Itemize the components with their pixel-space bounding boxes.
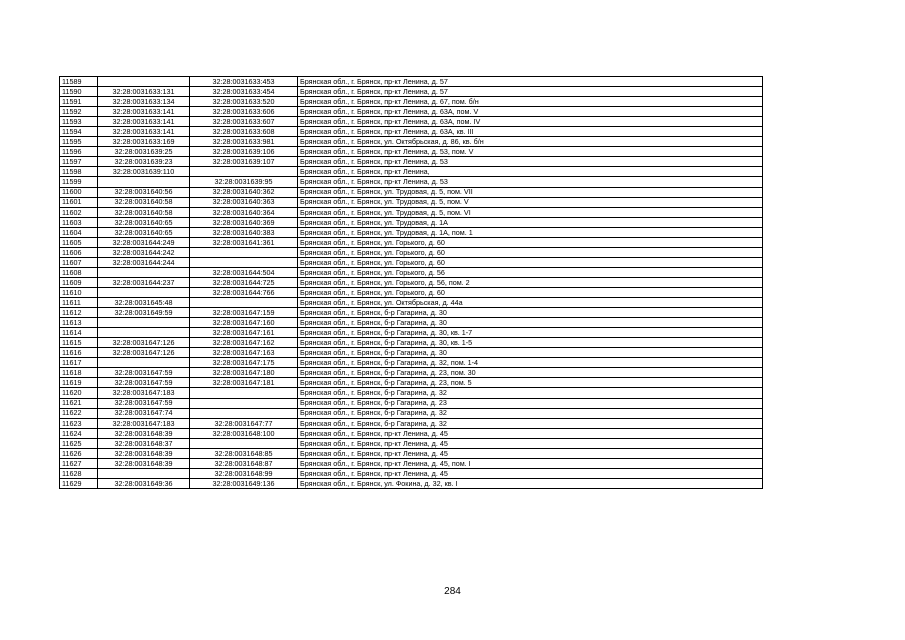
- table-row: [60, 257, 763, 267]
- row-number-cell: 11620: [60, 388, 98, 398]
- table-row: [60, 468, 763, 478]
- old-cadastral-number-cell: 32:28:0031647:59: [98, 378, 190, 388]
- new-cadastral-number-cell: 32:28:0031633:607: [190, 117, 298, 127]
- old-cadastral-number-cell: 32:28:0031647:59: [98, 398, 190, 408]
- address-cell: Брянская обл., г. Брянск, пр-кт Ленина, д. 63А, пом. IV: [298, 117, 763, 127]
- old-cadastral-number-cell: 32:28:0031633:131: [98, 87, 190, 97]
- table-row: [60, 227, 763, 237]
- old-cadastral-number-cell: [98, 267, 190, 277]
- new-cadastral-number-cell: 32:28:0031640:362: [190, 187, 298, 197]
- table-row: [60, 187, 763, 197]
- row-number-cell: 11617: [60, 358, 98, 368]
- row-number-cell: 11598: [60, 167, 98, 177]
- address-cell: Брянская обл., г. Брянск, б-р Гагарина, д. 30: [298, 348, 763, 358]
- address-cell: Брянская обл., г. Брянск, ул. Октябрьская, д. 44а: [298, 298, 763, 308]
- table-row: [60, 107, 763, 117]
- new-cadastral-number-cell: 32:28:0031647:160: [190, 318, 298, 328]
- table-row: [60, 308, 763, 318]
- address-cell: Брянская обл., г. Брянск, б-р Гагарина, д. 32: [298, 388, 763, 398]
- table-row: [60, 448, 763, 458]
- old-cadastral-number-cell: 32:28:0031633:169: [98, 137, 190, 147]
- address-cell: Брянская обл., г. Брянск, б-р Гагарина, д. 32, пом. 1-4: [298, 358, 763, 368]
- new-cadastral-number-cell: 32:28:0031647:161: [190, 328, 298, 338]
- address-cell: Брянская обл., г. Брянск, пр-кт Ленина, д. 67, пом. б/н: [298, 97, 763, 107]
- address-cell: Брянская обл., г. Брянск, б-р Гагарина, д. 23, пом. 5: [298, 378, 763, 388]
- row-number-cell: 11600: [60, 187, 98, 197]
- table-row: [60, 117, 763, 127]
- old-cadastral-number-cell: [98, 77, 190, 87]
- row-number-cell: 11602: [60, 207, 98, 217]
- address-cell: Брянская обл., г. Брянск, ул. Трудовая, д. 1А: [298, 217, 763, 227]
- table-row: [60, 408, 763, 418]
- new-cadastral-number-cell: 32:28:0031633:454: [190, 87, 298, 97]
- old-cadastral-number-cell: 32:28:0031647:126: [98, 348, 190, 358]
- address-cell: Брянская обл., г. Брянск, пр-кт Ленина, д. 45: [298, 468, 763, 478]
- address-cell: Брянская обл., г. Брянск, пр-кт Ленина, д. 45: [298, 448, 763, 458]
- table-row: [60, 277, 763, 287]
- address-cell: Брянская обл., г. Брянск, пр-кт Ленина, д. 57: [298, 87, 763, 97]
- row-number-cell: 11592: [60, 107, 98, 117]
- address-cell: Брянская обл., г. Брянск, ул. Фокина, д. 32, кв. I: [298, 478, 763, 488]
- address-cell: Брянская обл., г. Брянск, пр-кт Ленина, д. 63А, кв. III: [298, 127, 763, 137]
- table-row: [60, 127, 763, 137]
- address-cell: Брянская обл., г. Брянск, б-р Гагарина, д. 30, кв. 1-7: [298, 328, 763, 338]
- table-row: [60, 428, 763, 438]
- old-cadastral-number-cell: [98, 358, 190, 368]
- address-cell: Брянская обл., г. Брянск, б-р Гагарина, д. 23: [298, 398, 763, 408]
- row-number-cell: 11608: [60, 267, 98, 277]
- old-cadastral-number-cell: 32:28:0031644:237: [98, 277, 190, 287]
- address-cell: Брянская обл., г. Брянск, ул. Горького, д. 60: [298, 237, 763, 247]
- old-cadastral-number-cell: 32:28:0031647:183: [98, 418, 190, 428]
- new-cadastral-number-cell: 32:28:0031644:504: [190, 267, 298, 277]
- old-cadastral-number-cell: 32:28:0031648:39: [98, 448, 190, 458]
- table-row: [60, 207, 763, 217]
- table-row: [60, 97, 763, 107]
- new-cadastral-number-cell: 32:28:0031647:180: [190, 368, 298, 378]
- address-cell: Брянская обл., г. Брянск, пр-кт Ленина, д. 53, пом. V: [298, 147, 763, 157]
- new-cadastral-number-cell: [190, 438, 298, 448]
- old-cadastral-number-cell: 32:28:0031633:141: [98, 127, 190, 137]
- address-cell: Брянская обл., г. Брянск, б-р Гагарина, д. 30, кв. 1-5: [298, 338, 763, 348]
- table-row: [60, 77, 763, 87]
- old-cadastral-number-cell: [98, 177, 190, 187]
- new-cadastral-number-cell: [190, 257, 298, 267]
- row-number-cell: 11607: [60, 257, 98, 267]
- old-cadastral-number-cell: [98, 328, 190, 338]
- old-cadastral-number-cell: 32:28:0031640:65: [98, 217, 190, 227]
- table-row: [60, 318, 763, 328]
- old-cadastral-number-cell: [98, 318, 190, 328]
- table-row: [60, 388, 763, 398]
- row-number-cell: 11589: [60, 77, 98, 87]
- old-cadastral-number-cell: 32:28:0031633:134: [98, 97, 190, 107]
- row-number-cell: 11590: [60, 87, 98, 97]
- new-cadastral-number-cell: 32:28:0031648:87: [190, 458, 298, 468]
- address-cell: Брянская обл., г. Брянск, пр-кт Ленина, д. 45, пом. I: [298, 458, 763, 468]
- new-cadastral-number-cell: 32:28:0031649:136: [190, 478, 298, 488]
- old-cadastral-number-cell: 32:28:0031644:249: [98, 237, 190, 247]
- new-cadastral-number-cell: 32:28:0031641:361: [190, 237, 298, 247]
- table-row: [60, 147, 763, 157]
- table-row: [60, 287, 763, 297]
- old-cadastral-number-cell: 32:28:0031640:56: [98, 187, 190, 197]
- old-cadastral-number-cell: 32:28:0031644:242: [98, 247, 190, 257]
- table-row: [60, 438, 763, 448]
- address-cell: Брянская обл., г. Брянск, пр-кт Ленина, д. 63А, пом. V: [298, 107, 763, 117]
- row-number-cell: 11610: [60, 287, 98, 297]
- address-cell: Брянская обл., г. Брянск, ул. Октябрьская, д. 86, кв. б/н: [298, 137, 763, 147]
- row-number-cell: 11606: [60, 247, 98, 257]
- new-cadastral-number-cell: 32:28:0031648:99: [190, 468, 298, 478]
- row-number-cell: 11614: [60, 328, 98, 338]
- new-cadastral-number-cell: 32:28:0031647:175: [190, 358, 298, 368]
- row-number-cell: 11615: [60, 338, 98, 348]
- row-number-cell: 11619: [60, 378, 98, 388]
- row-number-cell: 11625: [60, 438, 98, 448]
- row-number-cell: 11604: [60, 227, 98, 237]
- row-number-cell: 11611: [60, 298, 98, 308]
- table-row: [60, 177, 763, 187]
- address-cell: Брянская обл., г. Брянск, ул. Трудовая, д. 5, пом. VII: [298, 187, 763, 197]
- old-cadastral-number-cell: 32:28:0031645:48: [98, 298, 190, 308]
- new-cadastral-number-cell: 32:28:0031644:766: [190, 287, 298, 297]
- row-number-cell: 11593: [60, 117, 98, 127]
- old-cadastral-number-cell: 32:28:0031640:65: [98, 227, 190, 237]
- address-cell: Брянская обл., г. Брянск, б-р Гагарина, д. 32: [298, 408, 763, 418]
- row-number-cell: 11629: [60, 478, 98, 488]
- address-cell: Брянская обл., г. Брянск, б-р Гагарина, д. 32: [298, 418, 763, 428]
- table-row: [60, 267, 763, 277]
- address-cell: Брянская обл., г. Брянск, пр-кт Ленина, д. 53: [298, 177, 763, 187]
- registry-table: [59, 76, 763, 489]
- old-cadastral-number-cell: 32:28:0031633:141: [98, 117, 190, 127]
- old-cadastral-number-cell: 32:28:0031648:39: [98, 428, 190, 438]
- old-cadastral-number-cell: 32:28:0031640:58: [98, 207, 190, 217]
- new-cadastral-number-cell: [190, 247, 298, 257]
- old-cadastral-number-cell: [98, 468, 190, 478]
- old-cadastral-number-cell: 32:28:0031649:59: [98, 308, 190, 318]
- row-number-cell: 11628: [60, 468, 98, 478]
- address-cell: Брянская обл., г. Брянск, б-р Гагарина, д. 30: [298, 308, 763, 318]
- old-cadastral-number-cell: 32:28:0031648:39: [98, 458, 190, 468]
- new-cadastral-number-cell: 32:28:0031633:453: [190, 77, 298, 87]
- row-number-cell: 11599: [60, 177, 98, 187]
- address-cell: Брянская обл., г. Брянск, ул. Горького, д. 56, пом. 2: [298, 277, 763, 287]
- old-cadastral-number-cell: 32:28:0031647:59: [98, 368, 190, 378]
- new-cadastral-number-cell: 32:28:0031647:163: [190, 348, 298, 358]
- row-number-cell: 11594: [60, 127, 98, 137]
- table-row: [60, 298, 763, 308]
- new-cadastral-number-cell: [190, 167, 298, 177]
- row-number-cell: 11623: [60, 418, 98, 428]
- table-row: [60, 368, 763, 378]
- new-cadastral-number-cell: 32:28:0031640:363: [190, 197, 298, 207]
- page-number: 284: [444, 586, 461, 597]
- address-cell: Брянская обл., г. Брянск, пр-кт Ленина, д. 57: [298, 77, 763, 87]
- new-cadastral-number-cell: [190, 298, 298, 308]
- address-cell: Брянская обл., г. Брянск, ул. Трудовая, д. 5, пом. VI: [298, 207, 763, 217]
- row-number-cell: 11601: [60, 197, 98, 207]
- address-cell: Брянская обл., г. Брянск, пр-кт Ленина, д. 45: [298, 428, 763, 438]
- new-cadastral-number-cell: 32:28:0031639:107: [190, 157, 298, 167]
- address-cell: Брянская обл., г. Брянск, ул. Горького, д. 60: [298, 247, 763, 257]
- new-cadastral-number-cell: 32:28:0031633:520: [190, 97, 298, 107]
- address-cell: Брянская обл., г. Брянск, ул. Горького, д. 60: [298, 257, 763, 267]
- table-row: [60, 157, 763, 167]
- registry-table-body: [60, 77, 763, 489]
- new-cadastral-number-cell: 32:28:0031640:364: [190, 207, 298, 217]
- address-cell: Брянская обл., г. Брянск, б-р Гагарина, д. 23, пом. 30: [298, 368, 763, 378]
- table-row: [60, 338, 763, 348]
- new-cadastral-number-cell: 32:28:0031633:608: [190, 127, 298, 137]
- new-cadastral-number-cell: 32:28:0031639:106: [190, 147, 298, 157]
- address-cell: Брянская обл., г. Брянск, б-р Гагарина, д. 30: [298, 318, 763, 328]
- new-cadastral-number-cell: 32:28:0031647:77: [190, 418, 298, 428]
- new-cadastral-number-cell: 32:28:0031648:85: [190, 448, 298, 458]
- row-number-cell: 11595: [60, 137, 98, 147]
- table-row: [60, 398, 763, 408]
- new-cadastral-number-cell: [190, 408, 298, 418]
- table-row: [60, 478, 763, 488]
- row-number-cell: 11613: [60, 318, 98, 328]
- row-number-cell: 11596: [60, 147, 98, 157]
- table-row: [60, 378, 763, 388]
- row-number-cell: 11622: [60, 408, 98, 418]
- new-cadastral-number-cell: 32:28:0031647:181: [190, 378, 298, 388]
- table-row: [60, 247, 763, 257]
- new-cadastral-number-cell: 32:28:0031633:606: [190, 107, 298, 117]
- table-row: [60, 217, 763, 227]
- table-row: [60, 458, 763, 468]
- address-cell: Брянская обл., г. Брянск, пр-кт Ленина,: [298, 167, 763, 177]
- row-number-cell: 11591: [60, 97, 98, 107]
- table-row: [60, 237, 763, 247]
- old-cadastral-number-cell: [98, 287, 190, 297]
- table-row: [60, 328, 763, 338]
- new-cadastral-number-cell: 32:28:0031647:159: [190, 308, 298, 318]
- old-cadastral-number-cell: 32:28:0031647:74: [98, 408, 190, 418]
- new-cadastral-number-cell: 32:28:0031647:162: [190, 338, 298, 348]
- row-number-cell: 11597: [60, 157, 98, 167]
- table-row: [60, 167, 763, 177]
- new-cadastral-number-cell: 32:28:0031640:383: [190, 227, 298, 237]
- new-cadastral-number-cell: 32:28:0031644:725: [190, 277, 298, 287]
- old-cadastral-number-cell: 32:28:0031639:110: [98, 167, 190, 177]
- table-row: [60, 418, 763, 428]
- address-cell: Брянская обл., г. Брянск, ул. Трудовая, д. 1А, пом. 1: [298, 227, 763, 237]
- old-cadastral-number-cell: 32:28:0031633:141: [98, 107, 190, 117]
- new-cadastral-number-cell: [190, 398, 298, 408]
- old-cadastral-number-cell: 32:28:0031647:126: [98, 338, 190, 348]
- new-cadastral-number-cell: 32:28:0031640:369: [190, 217, 298, 227]
- row-number-cell: 11612: [60, 308, 98, 318]
- address-cell: Брянская обл., г. Брянск, пр-кт Ленина, д. 53: [298, 157, 763, 167]
- old-cadastral-number-cell: 32:28:0031647:183: [98, 388, 190, 398]
- new-cadastral-number-cell: 32:28:0031639:95: [190, 177, 298, 187]
- address-cell: Брянская обл., г. Брянск, ул. Горького, д. 60: [298, 287, 763, 297]
- row-number-cell: 11618: [60, 368, 98, 378]
- row-number-cell: 11624: [60, 428, 98, 438]
- table-row: [60, 137, 763, 147]
- table-row: [60, 358, 763, 368]
- row-number-cell: 11605: [60, 237, 98, 247]
- old-cadastral-number-cell: 32:28:0031639:23: [98, 157, 190, 167]
- address-cell: Брянская обл., г. Брянск, ул. Трудовая, д. 5, пом. V: [298, 197, 763, 207]
- new-cadastral-number-cell: [190, 388, 298, 398]
- row-number-cell: 11626: [60, 448, 98, 458]
- address-cell: Брянская обл., г. Брянск, пр-кт Ленина, д. 45: [298, 438, 763, 448]
- address-cell: Брянская обл., г. Брянск, ул. Горького, д. 56: [298, 267, 763, 277]
- old-cadastral-number-cell: 32:28:0031649:36: [98, 478, 190, 488]
- old-cadastral-number-cell: 32:28:0031648:37: [98, 438, 190, 448]
- table-row: [60, 197, 763, 207]
- old-cadastral-number-cell: 32:28:0031644:244: [98, 257, 190, 267]
- new-cadastral-number-cell: 32:28:0031633:981: [190, 137, 298, 147]
- old-cadastral-number-cell: 32:28:0031640:58: [98, 197, 190, 207]
- old-cadastral-number-cell: 32:28:0031639:25: [98, 147, 190, 157]
- row-number-cell: 11609: [60, 277, 98, 287]
- row-number-cell: 11603: [60, 217, 98, 227]
- table-row: [60, 87, 763, 97]
- row-number-cell: 11621: [60, 398, 98, 408]
- row-number-cell: 11627: [60, 458, 98, 468]
- table-row: [60, 348, 763, 358]
- new-cadastral-number-cell: 32:28:0031648:100: [190, 428, 298, 438]
- row-number-cell: 11616: [60, 348, 98, 358]
